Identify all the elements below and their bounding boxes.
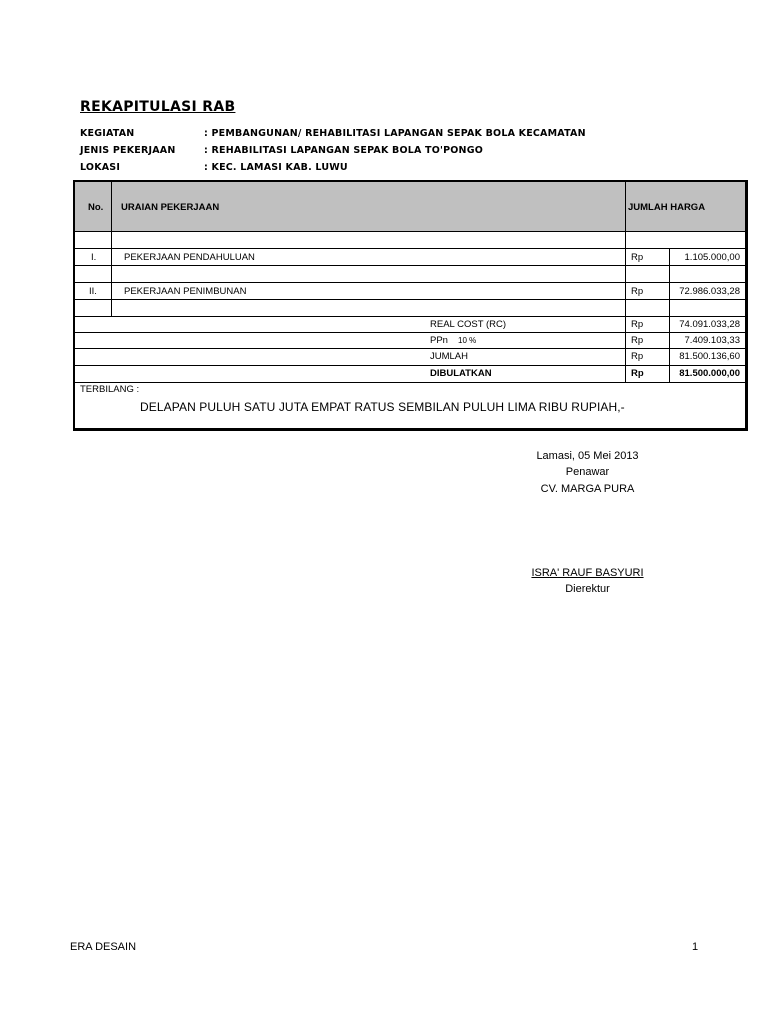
table-header [75, 182, 745, 232]
summary-currency: Rp [631, 335, 644, 346]
row-divider [75, 332, 745, 333]
summary-amount: 81.500.000,00 [679, 368, 740, 379]
summary-label-jumlah: JUMLAH [430, 351, 469, 362]
row-divider [75, 248, 745, 249]
row-no: I. [91, 252, 97, 263]
row-divider [75, 265, 745, 266]
row-divider [75, 299, 745, 300]
summary-ppn-rate: 10 % [458, 336, 477, 345]
row-divider [75, 382, 745, 383]
column-divider [111, 182, 112, 317]
summary-currency: Rp [631, 368, 644, 379]
row-no: II. [89, 286, 97, 297]
signature-company: CV. MARGA PURA [540, 483, 635, 495]
summary-amount: 7.409.103,33 [684, 335, 740, 346]
summary-label-real-cost: REAL COST (RC) [430, 319, 507, 330]
summary-amount: 74.091.033,28 [679, 319, 740, 330]
meta-label: KEGIATAN [80, 128, 135, 139]
row-divider [75, 316, 745, 317]
page-number: 1 [692, 941, 699, 953]
summary-amount: 81.500.136,60 [679, 351, 740, 362]
row-uraian: PEKERJAAN PENIMBUNAN [124, 286, 247, 297]
meta-value: : REHABILITASI LAPANGAN SEPAK BOLA TO'PONGO [204, 145, 483, 156]
meta-value: : KEC. LAMASI KAB. LUWU [204, 162, 348, 173]
meta-label: LOKASI [80, 162, 121, 173]
meta-label: JENIS PEKERJAAN [80, 145, 176, 156]
meta-value: : PEMBANGUNAN/ REHABILITASI LAPANGAN SEPAK BOLA KECAMATAN [204, 128, 586, 139]
rab-table [73, 180, 748, 431]
row-amount: 1.105.000,00 [684, 252, 740, 263]
terbilang-text: DELAPAN PULUH SATU JUTA EMPAT RATUS SEMBILAN PULUH LIMA RIBU RUPIAH,- [140, 400, 625, 414]
row-currency: Rp [631, 252, 644, 263]
document-title: REKAPITULASI RAB [80, 99, 236, 115]
signature-place-date: Lamasi, 05 Mei 2013 [536, 450, 639, 462]
row-uraian: PEKERJAAN PENDAHULUAN [124, 252, 255, 263]
signature-role: Penawar [565, 466, 610, 478]
summary-currency: Rp [631, 319, 644, 330]
terbilang-label: TERBILANG : [80, 384, 140, 395]
header-jumlah: JUMLAH HARGA [628, 202, 706, 213]
row-amount: 72.986.033,28 [679, 286, 740, 297]
header-uraian: URAIAN PEKERJAAN [121, 202, 220, 213]
summary-label-ppn: PPn [430, 335, 448, 346]
header-no: No. [88, 202, 104, 213]
footer-left: ERA DESAIN [70, 941, 137, 953]
signature-position: Dierektur [565, 583, 610, 595]
summary-label-dibulatkan: DIBULATKAN [430, 368, 492, 379]
summary-currency: Rp [631, 351, 644, 362]
row-divider [75, 365, 745, 366]
row-divider [75, 348, 745, 349]
row-currency: Rp [631, 286, 644, 297]
signature-name: ISRA' RAUF BASYURI [531, 567, 644, 579]
row-divider [75, 282, 745, 283]
